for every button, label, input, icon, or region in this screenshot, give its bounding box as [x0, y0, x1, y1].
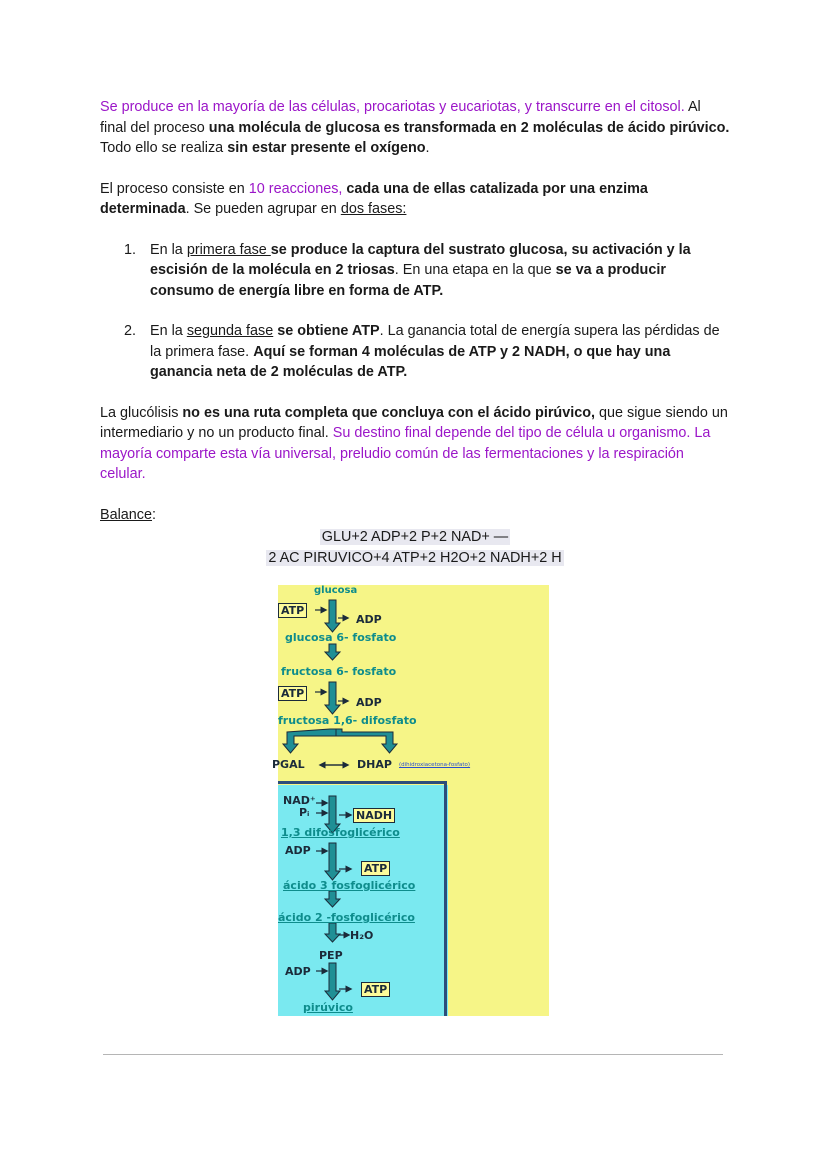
glucose-6-phosphate-label: glucosa 6- fosfato — [285, 631, 397, 644]
adp-label: ADP — [285, 844, 311, 857]
balance-heading: Balance: — [100, 506, 157, 523]
page-divider — [103, 1054, 723, 1055]
list-item: 1. En la primera fase se produce la captura del sustrato glucosa, su activación y la escisión de la molécula en 2 triosas. En una etapa en la que se va a producir consumo de energía libre en forma de ATP. — [124, 241, 691, 299]
equation-reactants: GLU+2 ADP+2 P+2 NAD+ — — [321, 529, 509, 545]
atp-output-box: ATP — [361, 982, 390, 997]
adp-label: ADP — [356, 696, 382, 709]
pyruvate-label: pirúvico — [303, 1001, 353, 1014]
glucosa-label: glucosa — [314, 585, 358, 596]
glycolysis-diagram — [272, 585, 549, 1016]
intro-highlight: Se produce en la mayoría de las células, procariotas y eucariotas, y transcurre en el citosol. — [100, 99, 685, 115]
atp-input-box: ATP — [278, 686, 307, 701]
2-phosphoglycerate-label: ácido 2 -fosfoglicérico — [278, 911, 415, 924]
atp-output-box: ATP — [361, 861, 390, 876]
dhap-note: (dihidroxiacetona-fosfato) — [399, 762, 471, 768]
document-body — [100, 97, 730, 568]
dhap-label: DHAP — [357, 758, 392, 771]
nad-label: NAD⁺ — [283, 794, 316, 807]
process-paragraph: El proceso consiste en 10 reacciones, cada una de ellas catalizada por una enzima determinada. Se pueden agrupar en dos fases: — [100, 180, 648, 217]
fructose-6-phosphate-label: fructosa 6- fosfato — [281, 665, 397, 678]
atp-input-box: ATP — [278, 603, 307, 618]
phases-list — [100, 240, 730, 383]
pi-label: Pᵢ — [299, 806, 310, 819]
pep-label: PEP — [319, 949, 343, 962]
conclusion-paragraph: La glucólisis no es una ruta completa que concluya con el ácido pirúvico, que sigue siendo un intermediario y no un producto final. Su destino final depende del tipo de célula u organismo. La mayoría comparte esta vía universal, preludio común de las fermentaciones y la respiración celular. — [100, 404, 728, 482]
pgal-label: PGAL — [272, 758, 305, 771]
nadh-output-box: NADH — [353, 808, 395, 823]
equation-products: 2 AC PIRUVICO+4 ATP+2 H2O+2 NADH+2 H — [268, 549, 562, 566]
bisphosphoglycerate-label: 1,3 difosfoglicérico — [281, 826, 400, 839]
balance-equation — [100, 527, 730, 568]
fructose-1-6-bisphosphate-label: fructosa 1,6- difosfato — [278, 714, 417, 727]
3-phosphoglycerate-label: ácido 3 fosfoglicérico — [283, 879, 416, 892]
water-label: H₂O — [350, 929, 374, 942]
intro-paragraph: Se produce en la mayoría de las células, procariotas y eucariotas, y transcurre en el citosol. Al final del proceso una molécula de glucosa es transformada en 2 moléculas de ácido pirúvico. Todo ello se realiza sin estar presente el oxígeno. — [100, 99, 730, 156]
list-item: 2. En la segunda fase se obtiene ATP. La ganancia total de energía supera las pérdidas de la primera fase. Aquí se forman 4 moléculas de ATP y 2 NADH, o que hay una ganancia neta de 2 moléculas de ATP. — [124, 323, 720, 380]
adp-label: ADP — [356, 613, 382, 626]
adp-label: ADP — [285, 965, 311, 978]
